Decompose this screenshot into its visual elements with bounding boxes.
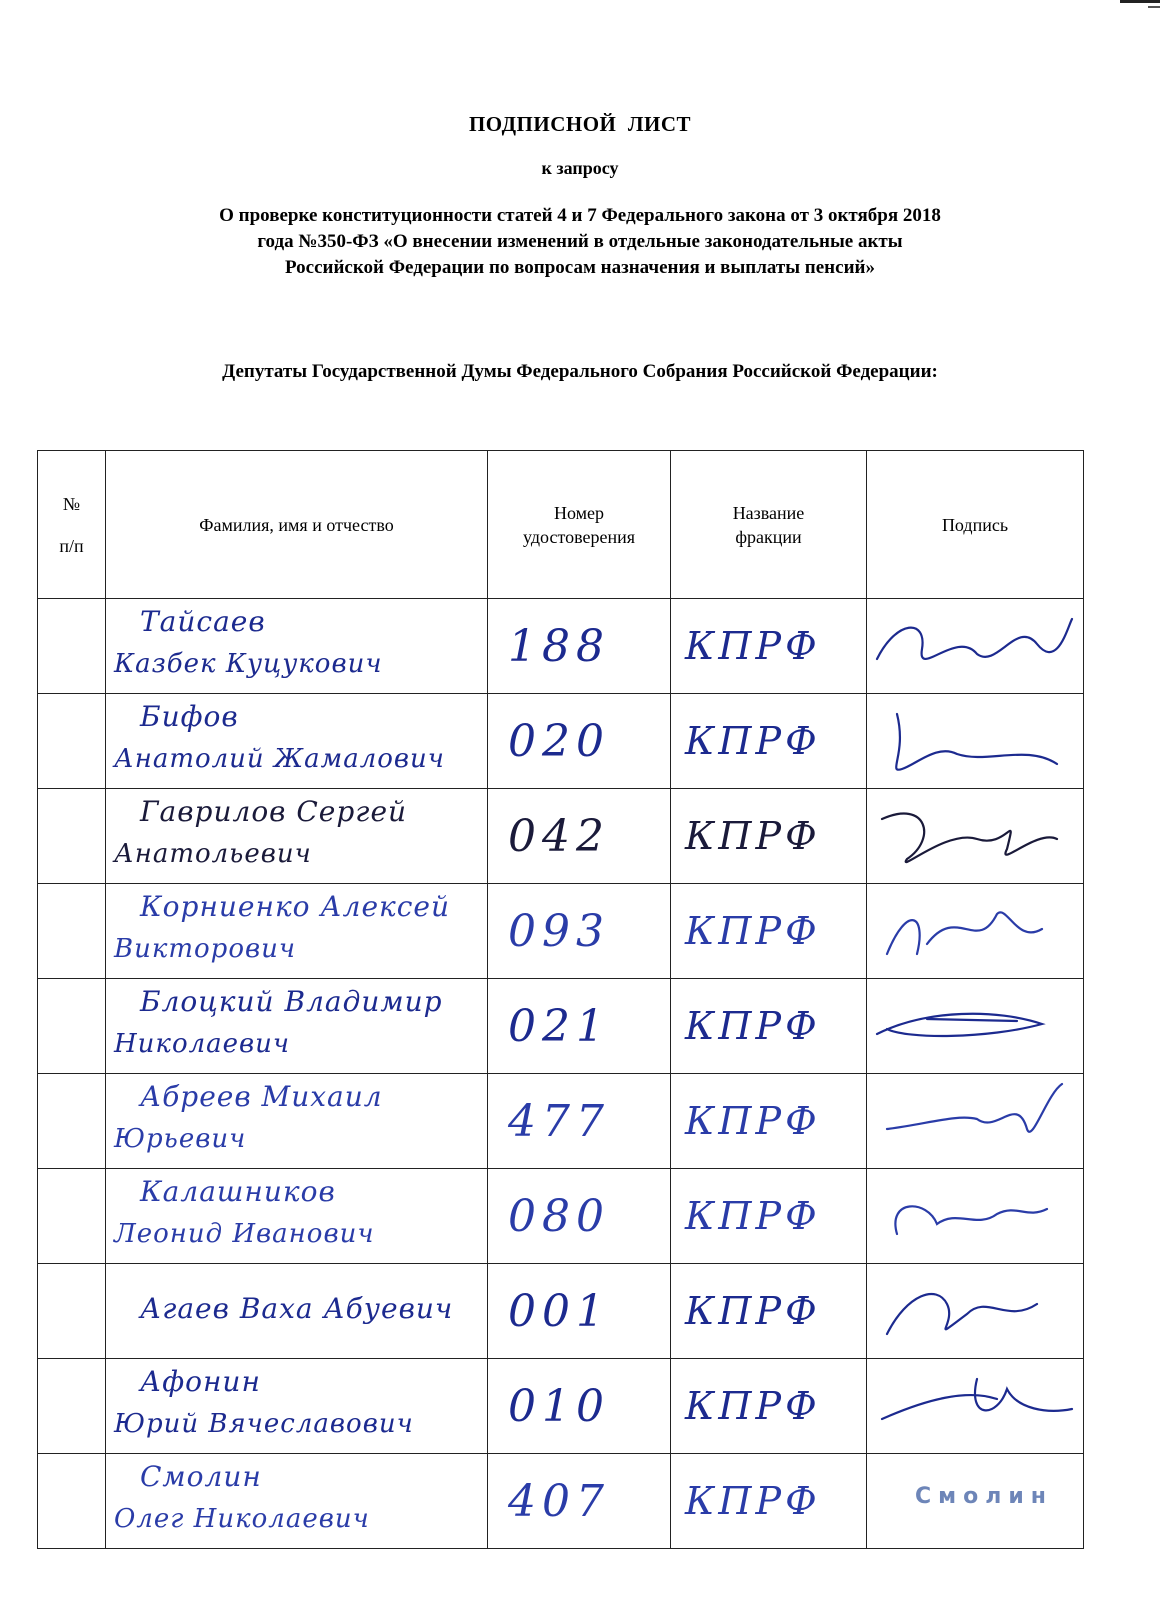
row-number-cell bbox=[38, 1264, 106, 1359]
deputy-surname: Блоцкий Владимир bbox=[140, 985, 443, 1018]
deputy-given-names: Казбек Куцукович bbox=[114, 649, 383, 679]
signature-cell bbox=[867, 1359, 1084, 1454]
deputy-given-names: Анатольевич bbox=[114, 839, 312, 869]
certificate-number-cell bbox=[488, 884, 671, 979]
signature-cell bbox=[867, 884, 1084, 979]
faction-cell bbox=[671, 884, 867, 979]
row-number-cell bbox=[38, 1454, 106, 1549]
handwritten-signature bbox=[867, 694, 1082, 786]
column-header-signature: Подпись bbox=[867, 451, 1084, 599]
faction-name: КПРФ bbox=[685, 1479, 821, 1523]
column-header-name: Фамилия, имя и отчество bbox=[106, 451, 488, 599]
faction-name: КПРФ bbox=[685, 1004, 821, 1048]
certificate-number-cell bbox=[488, 599, 671, 694]
table-header-row bbox=[38, 451, 1084, 599]
column-header-certificate-line: Номер bbox=[553, 502, 605, 523]
request-subject bbox=[0, 203, 1160, 281]
faction-name: КПРФ bbox=[685, 1194, 821, 1238]
deputy-name-cell bbox=[106, 1169, 488, 1264]
handwritten-signature bbox=[867, 1169, 1082, 1261]
scan-edge-mark bbox=[1148, 6, 1160, 8]
faction-cell bbox=[671, 979, 867, 1074]
table-row bbox=[38, 1264, 1084, 1359]
table-row bbox=[38, 1169, 1084, 1264]
certificate-number: 010 bbox=[508, 1381, 610, 1432]
deputy-name-cell bbox=[106, 1264, 488, 1359]
deputy-given-names: Юрьевич bbox=[114, 1124, 247, 1154]
column-header-faction bbox=[671, 451, 867, 599]
deputy-name-cell bbox=[106, 789, 488, 884]
deputy-name-cell bbox=[106, 1074, 488, 1169]
signature-cell bbox=[867, 599, 1084, 694]
column-header-faction-line: фракции bbox=[735, 526, 802, 547]
certificate-number: 020 bbox=[508, 716, 610, 767]
deputy-given-names: Леонид Иванович bbox=[114, 1219, 375, 1249]
certificate-number-cell bbox=[488, 789, 671, 884]
signature-cell bbox=[867, 1264, 1084, 1359]
faction-cell bbox=[671, 789, 867, 884]
handwritten-signature bbox=[867, 789, 1082, 881]
certificate-number: 407 bbox=[508, 1476, 610, 1527]
row-number-cell bbox=[38, 1074, 106, 1169]
signature-cell bbox=[867, 1454, 1084, 1549]
certificate-number-cell bbox=[488, 1454, 671, 1549]
table-row bbox=[38, 1074, 1084, 1169]
faction-cell bbox=[671, 1454, 867, 1549]
deputy-given-names: Анатолий Жамалович bbox=[114, 744, 445, 774]
row-number-cell bbox=[38, 1169, 106, 1264]
deputy-surname: Афонин bbox=[140, 1365, 261, 1398]
certificate-number-cell bbox=[488, 1359, 671, 1454]
certificate-number-cell bbox=[488, 979, 671, 1074]
certificate-number-cell bbox=[488, 1264, 671, 1359]
deputy-surname: Корниенко Алексей bbox=[140, 890, 451, 923]
column-header-faction-line: Название bbox=[732, 502, 805, 523]
faction-name: КПРФ bbox=[685, 1289, 821, 1333]
request-subject-line: года №350-ФЗ «О внесении изменений в отдельные законодательные акты bbox=[257, 231, 903, 252]
scan-edge-mark bbox=[1120, 0, 1160, 3]
document-subtitle: к запросу bbox=[541, 158, 619, 178]
deputy-name-cell bbox=[106, 694, 488, 789]
deputy-surname: Гаврилов Сергей bbox=[140, 795, 408, 828]
row-number-cell bbox=[38, 979, 106, 1074]
deputy-name-cell bbox=[106, 599, 488, 694]
deputy-name-cell bbox=[106, 1359, 488, 1454]
deputy-given-names: Юрий Вячеславович bbox=[114, 1409, 414, 1439]
deputy-name-cell bbox=[106, 979, 488, 1074]
handwritten-signature bbox=[867, 884, 1082, 976]
faction-name: КПРФ bbox=[685, 814, 821, 858]
signature-table bbox=[37, 450, 1084, 1549]
table-row bbox=[38, 1454, 1084, 1549]
handwritten-signature bbox=[867, 979, 1082, 1071]
deputy-surname: Калашников bbox=[140, 1175, 336, 1208]
deputy-given-names: Викторович bbox=[114, 934, 297, 964]
faction-cell bbox=[671, 1264, 867, 1359]
faction-name: КПРФ bbox=[685, 1384, 821, 1428]
row-number-cell bbox=[38, 884, 106, 979]
signature-cell bbox=[867, 1169, 1084, 1264]
table-row bbox=[38, 979, 1084, 1074]
certificate-number-cell bbox=[488, 1074, 671, 1169]
handwritten-signature bbox=[867, 1264, 1082, 1356]
faction-cell bbox=[671, 1359, 867, 1454]
handwritten-signature bbox=[867, 1074, 1082, 1166]
certificate-number: 093 bbox=[508, 906, 610, 957]
certificate-number-cell bbox=[488, 694, 671, 789]
deputy-name-cell bbox=[106, 884, 488, 979]
column-header-certificate-line: удостоверения bbox=[522, 526, 635, 547]
certificate-number: 188 bbox=[508, 621, 610, 672]
table-row bbox=[38, 599, 1084, 694]
deputy-surname: Тайсаев bbox=[140, 605, 266, 638]
faction-name: КПРФ bbox=[685, 909, 821, 953]
column-header-number-symbol: № bbox=[62, 493, 81, 514]
row-number-cell bbox=[38, 694, 106, 789]
column-header-number bbox=[38, 451, 106, 599]
handwritten-signature bbox=[867, 1359, 1082, 1451]
document-title: ПОДПИСНОЙ ЛИСТ bbox=[468, 112, 692, 136]
faction-cell bbox=[671, 1074, 867, 1169]
deputy-surname: Агаев Ваха Абуевич bbox=[140, 1292, 454, 1325]
signature-cell bbox=[867, 1074, 1084, 1169]
certificate-number: 001 bbox=[508, 1286, 610, 1337]
document-header bbox=[0, 112, 1160, 281]
deputy-given-names: Николаевич bbox=[114, 1029, 291, 1059]
faction-name: КПРФ bbox=[685, 719, 821, 763]
faction-name: КПРФ bbox=[685, 1099, 821, 1143]
certificate-number: 080 bbox=[508, 1191, 610, 1242]
request-subject-line: Российской Федерации по вопросам назначения и выплаты пенсий» bbox=[285, 257, 875, 278]
row-number-cell bbox=[38, 599, 106, 694]
deputy-name-cell bbox=[106, 1454, 488, 1549]
deputy-surname: Бифов bbox=[140, 700, 239, 733]
deputy-surname: Смолин bbox=[140, 1460, 262, 1493]
column-header-certificate bbox=[488, 451, 671, 599]
column-header-number-abbr: п/п bbox=[59, 535, 84, 556]
certificate-number: 477 bbox=[508, 1096, 610, 1147]
faction-cell bbox=[671, 694, 867, 789]
certificate-number-cell bbox=[488, 1169, 671, 1264]
signature-cell bbox=[867, 979, 1084, 1074]
table-row bbox=[38, 789, 1084, 884]
faction-cell bbox=[671, 1169, 867, 1264]
certificate-number: 021 bbox=[508, 1001, 610, 1052]
deputy-given-names: Олег Николаевич bbox=[114, 1504, 370, 1534]
signature-stamp: Смолин bbox=[915, 1484, 1053, 1509]
table-row bbox=[38, 884, 1084, 979]
table-row bbox=[38, 1359, 1084, 1454]
signature-cell bbox=[867, 694, 1084, 789]
faction-name: КПРФ bbox=[685, 624, 821, 668]
certificate-number: 042 bbox=[508, 811, 610, 862]
handwritten-signature bbox=[867, 599, 1082, 691]
request-subject-line: О проверке конституционности статей 4 и 7 Федерального закона от 3 октября 2018 bbox=[219, 205, 941, 226]
faction-cell bbox=[671, 599, 867, 694]
row-number-cell bbox=[38, 789, 106, 884]
deputy-surname: Абреев Михаил bbox=[140, 1080, 383, 1113]
table-row bbox=[38, 694, 1084, 789]
row-number-cell bbox=[38, 1359, 106, 1454]
signature-cell bbox=[867, 789, 1084, 884]
deputies-heading: Депутаты Государственной Думы Федерального Собрания Российской Федерации: bbox=[222, 361, 938, 382]
